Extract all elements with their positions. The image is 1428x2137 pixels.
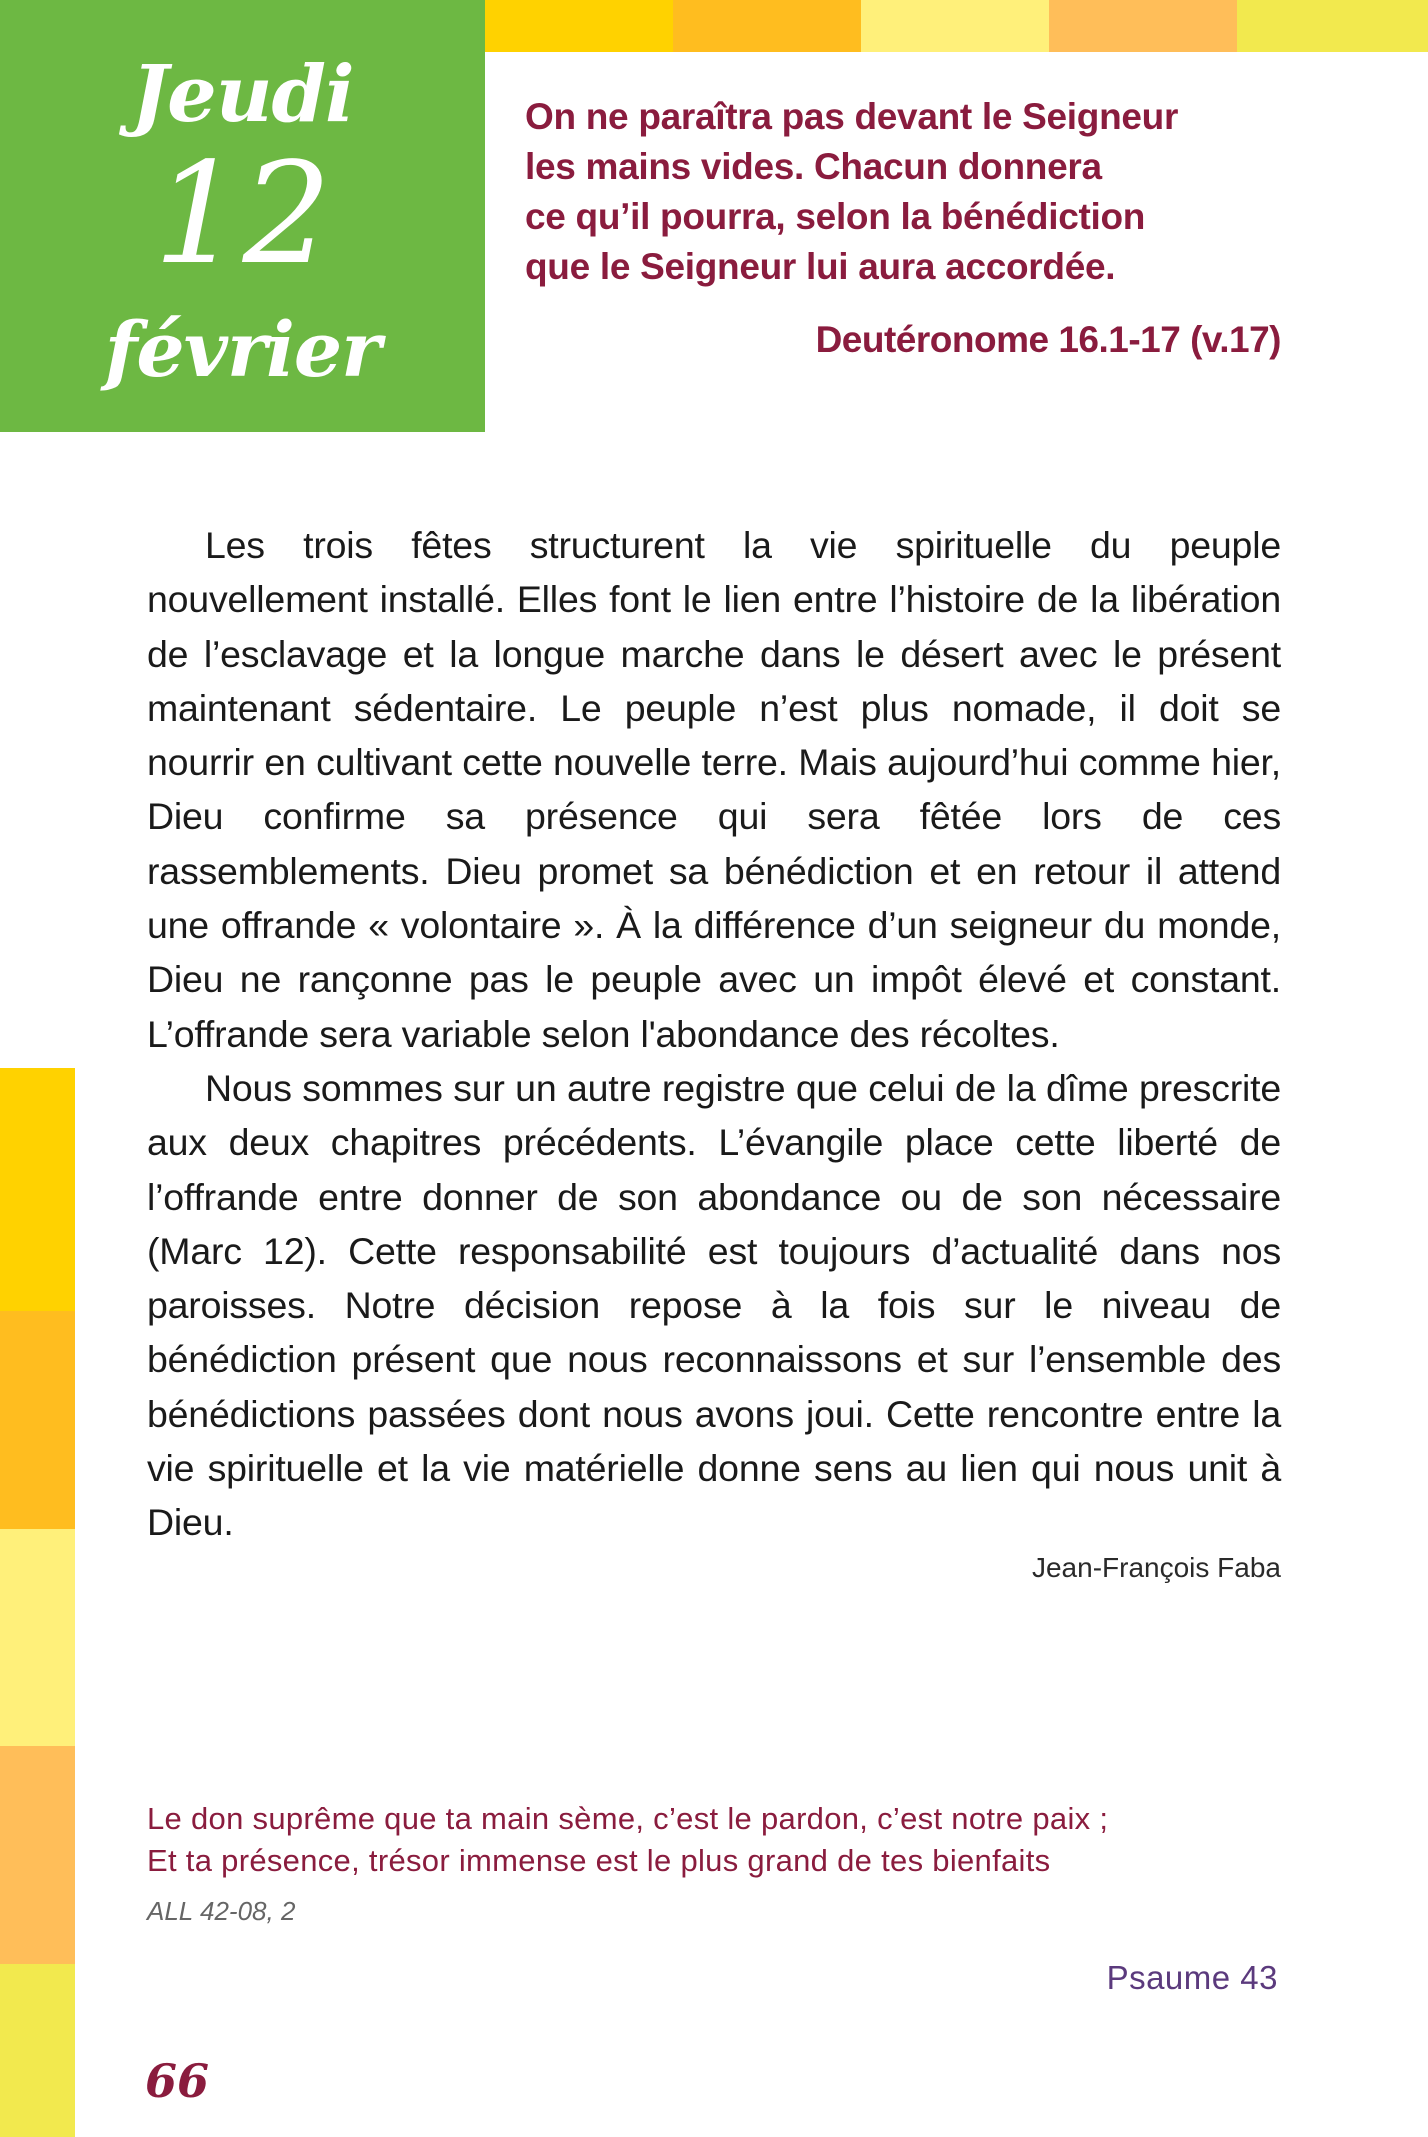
date-box	[0, 0, 485, 432]
strip-segment	[0, 1746, 75, 1964]
verse-reference: Deutéronome 16.1-17 (v.17)	[815, 319, 1281, 360]
paragraph: Nous sommes sur un autre registre que celui de la dîme prescrite aux deux chapitres précédents. L’évangile place cette liberté de l’offrande entre donner de son abondance ou de son nécessaire (Marc 12). Cette responsabilité est toujours d’actualité dans nos paroisses. Notre décision repose à la fois sur le niveau de bénédiction présent que nous reconnaissons et sur l’ensemble des bénédictions passées dont nous avons joui. Cette rencontre entre la vie spirituelle et la vie matérielle donne sens au lien qui nous unit à Dieu.	[147, 1066, 1281, 1544]
day-number: 12	[153, 133, 332, 296]
verse-line: On ne paraîtra pas devant le Seigneur	[525, 96, 1179, 137]
strip-segment	[0, 1068, 75, 1311]
strip-segment	[0, 1529, 75, 1746]
hymn	[147, 1798, 1297, 1882]
verse-line: ce qu’il pourra, selon la bénédiction	[525, 196, 1146, 237]
hymn-line: Le don suprême que ta main sème, c’est le pardon, c’est notre paix ;	[147, 1801, 1109, 1836]
strip-segment	[485, 0, 673, 52]
strip-segment	[861, 0, 1049, 52]
bible-verse	[525, 92, 1315, 292]
verse-line: que le Seigneur lui aura accordée.	[525, 246, 1116, 287]
hymn-line: Et ta présence, trésor immense est le plus grand de tes bienfaits	[147, 1843, 1051, 1878]
verse-line: les mains vides. Chacun donnera	[525, 146, 1102, 187]
strip-segment	[1237, 0, 1428, 52]
author: Jean-François Faba	[1031, 1552, 1281, 1583]
hymn-reference: ALL 42-08, 2	[147, 1896, 296, 1926]
month: février	[104, 305, 381, 394]
paragraph: Les trois fêtes structurent la vie spirituelle du peuple nouvellement installé. Elles font le lien entre l’histoire de la libération de l’esclavage et la longue marche dans le désert avec le présent maintenant sédentaire. Le peuple n’est plus nomade, il doit se nourrir en cultivant cette nouvelle terre. Mais aujourd’hui comme hier, Dieu confirme sa présence qui sera fêtée lors de ces rassemblements. Dieu promet sa bénédiction et en retour il attend une offrande « volontaire ». À la différence d’un seigneur du monde, Dieu ne rançonne pas le peuple avec un impôt élevé et constant. L’offrande sera variable selon l'abondance des récoltes.	[147, 524, 1281, 1055]
strip-segment	[673, 0, 861, 52]
strip-segment	[1049, 0, 1237, 52]
weekday: Jeudi	[131, 49, 354, 140]
strip-segment	[0, 1964, 75, 2137]
top-color-strip	[485, 0, 1428, 52]
left-color-strip	[0, 1068, 75, 2137]
page-number: 66	[145, 2054, 210, 2108]
strip-segment	[0, 1311, 75, 1529]
meditation-text	[147, 518, 1281, 1550]
psalm-reference: Psaume 43	[1106, 1959, 1278, 1996]
